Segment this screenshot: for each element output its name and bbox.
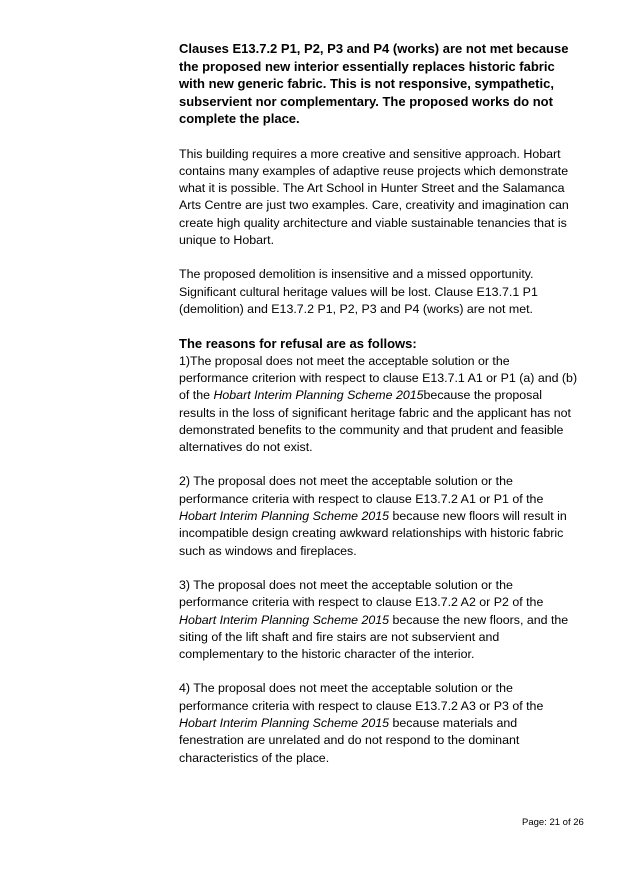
reason-4-text-before: 4) The proposal does not meet the acceptable solution or the performance criteria with respect to clause E13.7.2 A3 or P3 of the bbox=[179, 681, 544, 713]
reason-4 bbox=[179, 680, 579, 766]
reason-4-text-after: because materials and fenestration are unrelated and do not respond to the dominant characteristics of the place. bbox=[179, 716, 520, 765]
reason-1 bbox=[179, 353, 579, 457]
reason-1-scheme-name: Hobart Interim Planning Scheme 2015 bbox=[213, 388, 424, 403]
reason-1-text-before: 1)The proposal does not meet the acceptable solution or the performance criterion with respect to clause E13.7.1 A1 or P1 (a) and (b) of the bbox=[179, 353, 578, 403]
reason-1-text-after: because the proposal results in the loss of significant heritage fabric and the applicant has not demonstrated benefits to the community and that prudent and feasible alternatives do not exist. bbox=[179, 388, 571, 455]
approach-paragraph: This building requires a more creative and sensitive approach. Hobart contains many examples of adaptive reuse projects which demonstrate what it is possible. The Art School in Hunter Street and the Salamanca Arts Centre are just two examples. Care, creativity and imagination can create high quality architecture and viable sustainable tenancies that is unique to Hobart. bbox=[179, 146, 569, 247]
reason-2-text-after: because new floors will result in incompatible design creating awkward relationships with historic fabric such as windows and fireplaces. bbox=[179, 509, 567, 558]
reason-2 bbox=[179, 473, 579, 559]
reason-2-scheme-name: Hobart Interim Planning Scheme 2015 bbox=[179, 509, 390, 524]
reasons-heading: The reasons for refusal are as follows: bbox=[179, 336, 417, 352]
reason-3-text-after: because the new floors, and the siting of the lift shaft and fire stairs are not subservient and complementary to the historic character of the interior. bbox=[179, 612, 569, 662]
reason-3 bbox=[179, 577, 579, 663]
reason-3-scheme-name: Hobart Interim Planning Scheme 2015 bbox=[179, 612, 390, 627]
conclusion-paragraph: Clauses E13.7.2 P1, P2, P3 and P4 (works) are not met because the proposed new interior essentially replaces historic fabric with new generic fabric. This is not responsive, sympathetic, subservient nor complementary. The proposed works do not complete the place. bbox=[179, 41, 569, 126]
page-number-footer: Page: 21 of 26 bbox=[522, 817, 584, 828]
page-content bbox=[179, 40, 579, 784]
reason-4-scheme-name: Hobart Interim Planning Scheme 2015 bbox=[179, 716, 390, 731]
reason-2-text-before: 2) The proposal does not meet the acceptable solution or the performance criteria with respect to clause E13.7.2 A1 or P1 of the bbox=[179, 474, 544, 506]
demolition-paragraph: The proposed demolition is insensitive and a missed opportunity. Significant cultural heritage values will be lost. Clause E13.7.1 P1 (demolition) and E13.7.2 P1, P2, P3 and P4 (works) are not met. bbox=[179, 267, 538, 316]
reason-3-text-before: 3) The proposal does not meet the acceptable solution or the performance criteria with respect to clause E13.7.2 A2 or P2 of the bbox=[179, 577, 544, 610]
